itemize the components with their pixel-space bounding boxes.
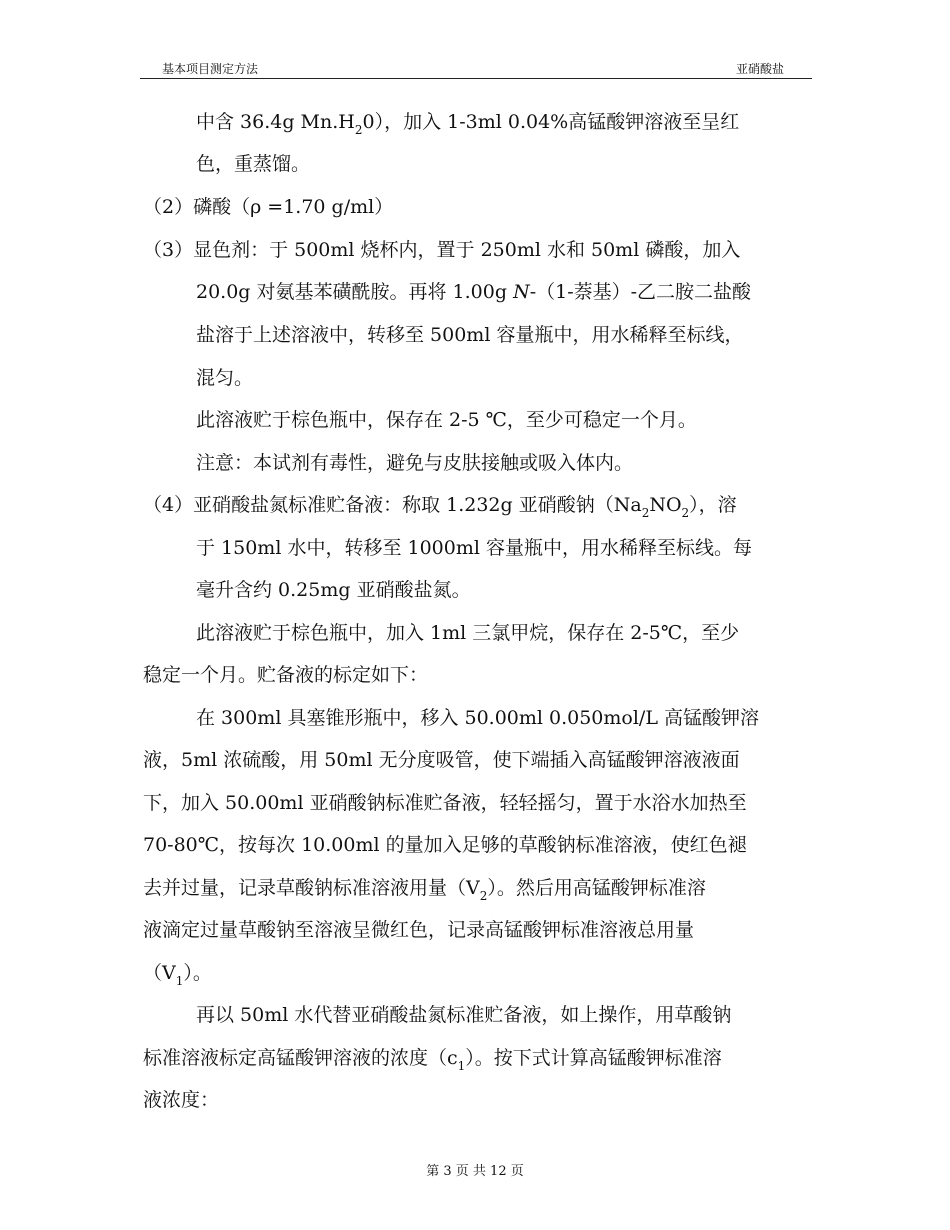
text-line: 注意：本试剂有毒性，避免与皮肤接触或吸入体内。: [196, 452, 634, 474]
text-line: 稳定一个月。贮备液的标定如下：: [143, 664, 429, 686]
text-line: [143, 877, 706, 901]
subscript: 2: [641, 506, 650, 520]
text-run: ）。按下式计算高锰酸钾标准溶: [465, 1047, 722, 1069]
text-run: 标准溶液标定高锰酸钾溶液的浓度（c: [143, 1047, 458, 1069]
text-run: 去并过量，记录草酸钠标准溶液用量（V: [143, 877, 480, 899]
text-line: 毫升含约 0.25mg 亚硝酸盐氮。: [196, 579, 471, 601]
subscript: 2: [479, 889, 488, 903]
subscript: 1: [457, 1059, 466, 1073]
text-run: -（1-萘基）-乙二胺二盐酸: [529, 281, 752, 303]
text-line: [196, 281, 751, 303]
text-line: 在 300ml 具塞锥形瓶中，移入 50.00ml 0.050mol/L 高锰酸钾溶: [196, 707, 759, 729]
text-line: 此溶液贮于棕色瓶中，加入 1ml 三氯甲烷，保存在 2-5℃，至少: [196, 622, 740, 644]
text-run: 中含 36.4g Mn.H: [196, 111, 355, 133]
italic-text: N: [513, 281, 530, 303]
text-run: 0），加入 1-3ml 0.04%高锰酸钾溶液至呈红: [362, 111, 740, 133]
list-item: [143, 494, 737, 518]
text-line: 70-80℃，按每次 10.00ml 的量加入足够的草酸钠标准溶液，使红色褪: [143, 834, 747, 856]
text-line: [143, 962, 212, 986]
page-header: [140, 60, 812, 79]
text-line: [196, 111, 739, 135]
text-run: 20.0g 对氨基苯磺酰胺。再将 1.00g: [196, 281, 514, 303]
subscript: 2: [681, 506, 690, 520]
header-left-title: 基本项目测定方法: [162, 62, 259, 76]
text-line: 液浓度：: [143, 1089, 220, 1111]
list-item: （3）显色剂：于 500ml 烧杯内，置于 250ml 水和 50ml 磷酸，加入: [143, 239, 741, 261]
text-line: 色，重蒸馏。: [196, 153, 311, 175]
subscript: 2: [354, 123, 363, 137]
text-line: 混匀。: [196, 367, 254, 389]
text-line: 液，5ml 浓硫酸，用 50ml 无分度吸管，使下端插入高锰酸钾溶液液面: [143, 749, 740, 771]
text-line: 此溶液贮于棕色瓶中，保存在 2-5 ℃，至少可稳定一个月。: [196, 409, 697, 431]
text-run: ）。然后用高锰酸钾标准溶: [487, 877, 706, 899]
text-line: 再以 50ml 水代替亚硝酸盐氮标准贮备液，如上操作，用草酸钠: [196, 1004, 732, 1026]
list-item: （2）磷酸（ρ =1.70 g/ml）: [143, 196, 394, 218]
text-line: 液滴定过量草酸钠至溶液呈微红色，记录高锰酸钾标准溶液总用量: [143, 919, 695, 941]
text-run: ）。: [183, 962, 212, 984]
text-line: 于 150ml 水中，转移至 1000ml 容量瓶中，用水稀释至标线。每: [196, 537, 752, 559]
text-run: （V: [143, 962, 176, 984]
text-line: 盐溶于上述溶液中，转移至 500ml 容量瓶中，用水稀释至标线，: [196, 324, 744, 346]
text-run: （4）亚硝酸盐氮标准贮备液：称取 1.232g 亚硝酸钠（Na: [143, 494, 642, 516]
text-line: 下，加入 50.00ml 亚硝酸钠标准贮备液，轻轻摇匀，置于水浴水加热至: [143, 792, 747, 814]
text-run: ），溶: [689, 494, 737, 516]
text-line: [143, 1047, 722, 1071]
header-right-title: 亚硝酸盐: [735, 62, 784, 76]
text-run: NO: [649, 494, 682, 516]
page-number-footer: 第 3 页 共 12 页: [426, 1164, 524, 1179]
subscript: 1: [175, 974, 184, 988]
